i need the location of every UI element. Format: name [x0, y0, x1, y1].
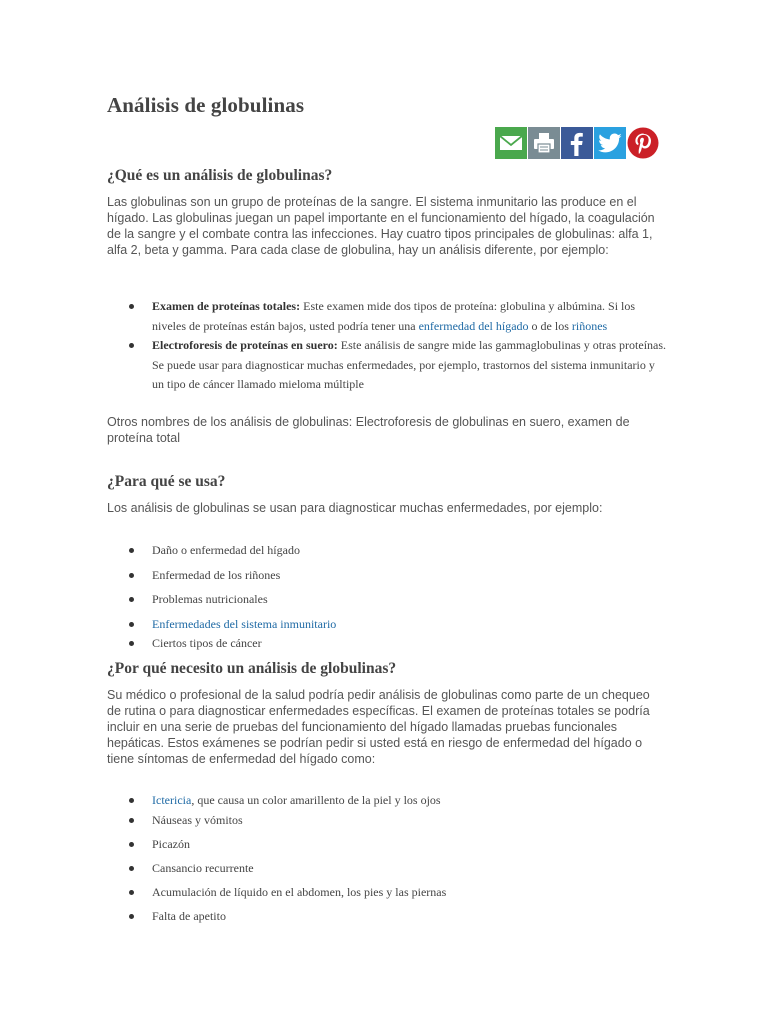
- kidneys-link[interactable]: riñones: [571, 318, 608, 333]
- list-item: [107, 297, 667, 336]
- bullet-icon: [129, 842, 134, 847]
- list-item: [107, 590, 667, 615]
- list-item: [107, 336, 667, 395]
- facebook-icon: [563, 129, 591, 157]
- list-item: [107, 634, 667, 654]
- list-item: [107, 541, 667, 566]
- bullet-icon: [129, 914, 134, 919]
- bullet-icon: [129, 622, 134, 627]
- item-term: Electroforesis de proteínas en suero:: [152, 338, 338, 352]
- list-item: [107, 883, 667, 907]
- list-item: [107, 566, 667, 591]
- list-item: [107, 835, 667, 859]
- bullet-icon: [129, 866, 134, 871]
- list-item: [107, 811, 667, 835]
- bullet-icon: [129, 548, 134, 553]
- section-intro-para-que: Los análisis de globulinas se usan para diagnosticar muchas enfermedades, por ejemplo:: [107, 501, 603, 515]
- pinterest-icon: [627, 127, 659, 159]
- section-heading-que-es: ¿Qué es un análisis de globulinas?: [107, 167, 333, 184]
- email-icon: [497, 129, 525, 157]
- pinterest-share-button[interactable]: [627, 127, 659, 159]
- immune-disorders-link[interactable]: Enfermedades del sistema inmunitario: [152, 616, 337, 631]
- list-item: [107, 791, 667, 811]
- list-item: [107, 859, 667, 883]
- liver-disease-link[interactable]: enfermedad del hígado: [418, 318, 529, 333]
- test-types-list: [107, 297, 667, 395]
- section-intro-que-es: Las globulinas son un grupo de proteínas de la sangre. El sistema inmunitario las produce en el hígado. Las globulinas juegan un papel importante en el funcionamiento del hígado, la coagulación de la sangre y el combate contra las infecciones. Hay cuatro tipos principales de globulinas: alfa 1, alfa 2, beta y gamma. Para cada clase de globulina, hay un análisis diferente, por ejemplo:: [107, 195, 655, 257]
- item-text: Cansancio recurrente: [152, 861, 254, 875]
- bullet-icon: [129, 641, 134, 646]
- twitter-share-button[interactable]: [594, 127, 626, 159]
- bullet-icon: [129, 818, 134, 823]
- item-text: Este examen mide dos tipos de proteína: globulina y albúmina. Si los niveles de proteínas están bajos, usted podría tener una: [152, 299, 636, 333]
- uses-list: [107, 541, 667, 654]
- section-heading-para-que: ¿Para qué se usa?: [107, 473, 226, 490]
- item-text: Acumulación de líquido en el abdomen, los pies y las piernas: [152, 885, 447, 899]
- share-bar: [495, 127, 659, 159]
- bullet-icon: [129, 890, 134, 895]
- item-text: Ciertos tipos de cáncer: [152, 635, 262, 650]
- jaundice-link[interactable]: Ictericia: [152, 793, 192, 807]
- list-item: [107, 615, 667, 634]
- item-text: Picazón: [152, 837, 190, 851]
- item-text: o de los: [528, 318, 572, 333]
- bullet-icon: [129, 798, 134, 803]
- section-heading-por-que: ¿Por qué necesito un análisis de globulinas?: [107, 660, 397, 677]
- list-item: [107, 907, 667, 931]
- item-text: Daño o enfermedad del hígado: [152, 543, 300, 557]
- item-text: Náuseas y vómitos: [152, 813, 243, 827]
- item-text: Falta de apetito: [152, 909, 226, 923]
- other-names-text: Otros nombres de los análisis de globulinas: Electroforesis de globulinas en suero, examen de proteína total: [107, 415, 630, 445]
- item-text: Problemas nutricionales: [152, 592, 268, 606]
- email-share-button[interactable]: [495, 127, 527, 159]
- bullet-icon: [129, 597, 134, 602]
- item-text: Este análisis de sangre mide las gammaglobulinas y otras proteínas. Se puede usar para diagnosticar muchas enfermedades, por ejemplo, trastornos del sistema inmunitario y un tipo de cáncer llamado mieloma múltiple: [152, 338, 667, 391]
- page-title: Análisis de globulinas: [107, 93, 305, 117]
- bullet-icon: [129, 304, 134, 309]
- section-intro-por-que: Su médico o profesional de la salud podría pedir análisis de globulinas como parte de un chequeo de rutina o para diagnosticar enfermedades específicas. El examen de proteínas totales se podría incluir en una serie de pruebas del funcionamiento del hígado llamadas pruebas funcionales hepáticas. Estos exámenes se podrían pedir si usted está en riesgo de enfermedad del hígado o tiene síntomas de enfermedad del hígado como:: [107, 688, 650, 766]
- bullet-icon: [129, 343, 134, 348]
- twitter-icon: [596, 129, 624, 157]
- bullet-icon: [129, 573, 134, 578]
- item-text: Enfermedad de los riñones: [152, 567, 281, 582]
- item-text: , que causa un color amarillento de la piel y los ojos: [191, 793, 441, 807]
- facebook-share-button[interactable]: [561, 127, 593, 159]
- print-icon: [530, 129, 558, 157]
- print-button[interactable]: [528, 127, 560, 159]
- symptoms-list: [107, 791, 667, 931]
- item-term: Examen de proteínas totales:: [152, 299, 301, 313]
